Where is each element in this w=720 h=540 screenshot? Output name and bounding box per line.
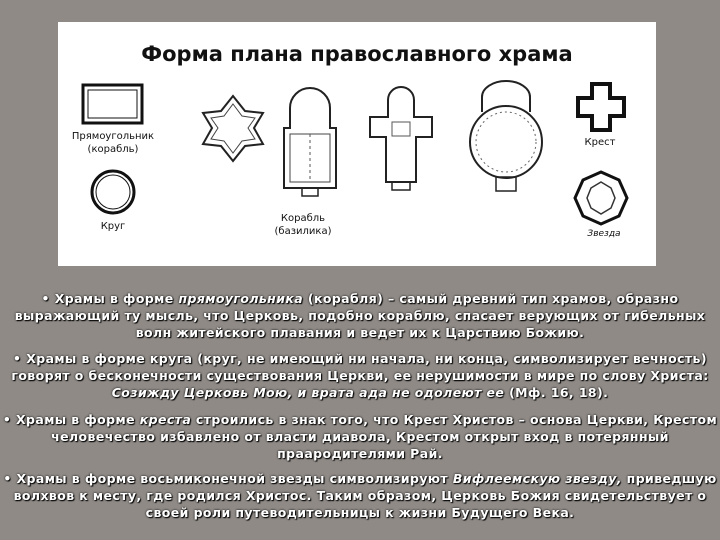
p4-text-end: приведшую волхвов к месту, где родился Христос. Таким образом, Церковь Божия свидетельствует о своей роли путеводительницы к жизни Будущего Века. [13, 471, 717, 520]
page-title: Форма плана православного храма [141, 42, 573, 66]
p1-text-end: (корабля) – самый древний тип храмов, образно выражающий ту мысль, что Церковь, подобно кораблю, спасает верующих от гибельных волн житейского плавания и ведет их к Царствию Божию. [14, 291, 706, 340]
p2-text-start: • Храмы в форме круга (круг, не имеющий ни начала, ни конца, символизирует вечность) говорят о бесконечности существования Церкви, ее нерушимости в мире по слову Христа: [11, 351, 709, 383]
p3-emphasis: креста [139, 412, 192, 427]
basilica-plan-icon [284, 88, 336, 196]
cross-church-plan-icon [370, 87, 432, 190]
paragraph-circle [0, 350, 720, 401]
p2-text-end: (Мф. 16, 18). [504, 385, 609, 400]
diagram-panel [58, 22, 656, 266]
greek-cross-plan-icon [578, 84, 624, 130]
p2-emphasis: Созижду Церковь Мою, и врата ада не одолеют ее [111, 385, 505, 400]
rectangle-plan-icon [83, 85, 142, 123]
caption-star: Звезда [587, 229, 621, 239]
star-octagon-plan-icon [203, 96, 263, 161]
paragraph-star [0, 470, 720, 521]
paragraph-rectangle [0, 290, 720, 341]
star-plan-icon [575, 172, 627, 224]
caption-basilica: Корабль (базилика) [274, 213, 332, 237]
p1-text-start: • Храмы в форме [41, 291, 179, 306]
circle-plan-icon [92, 171, 134, 213]
p3-text-end: строились в знак того, что Крест Христов – основа Церкви, Крестом человечество избавлено от власти диавола, Крестом открыт вход в потерянный праародителями Рай. [51, 412, 718, 461]
caption-circle: Круг [100, 221, 126, 232]
caption-rectangle: Прямоугольник (корабль) [71, 131, 155, 155]
p3-text-start: • Храмы в форме [2, 412, 140, 427]
caption-cross: Крест [584, 137, 616, 148]
paragraph-cross [0, 411, 720, 462]
rotunda-plan-icon [470, 81, 542, 191]
p4-text-start: • Храмы в форме восьмиконечной звезды символизируют [3, 471, 453, 486]
p1-emphasis: прямоугольника [178, 291, 304, 306]
p4-emphasis: Вифлеемскую звезду, [452, 471, 622, 486]
